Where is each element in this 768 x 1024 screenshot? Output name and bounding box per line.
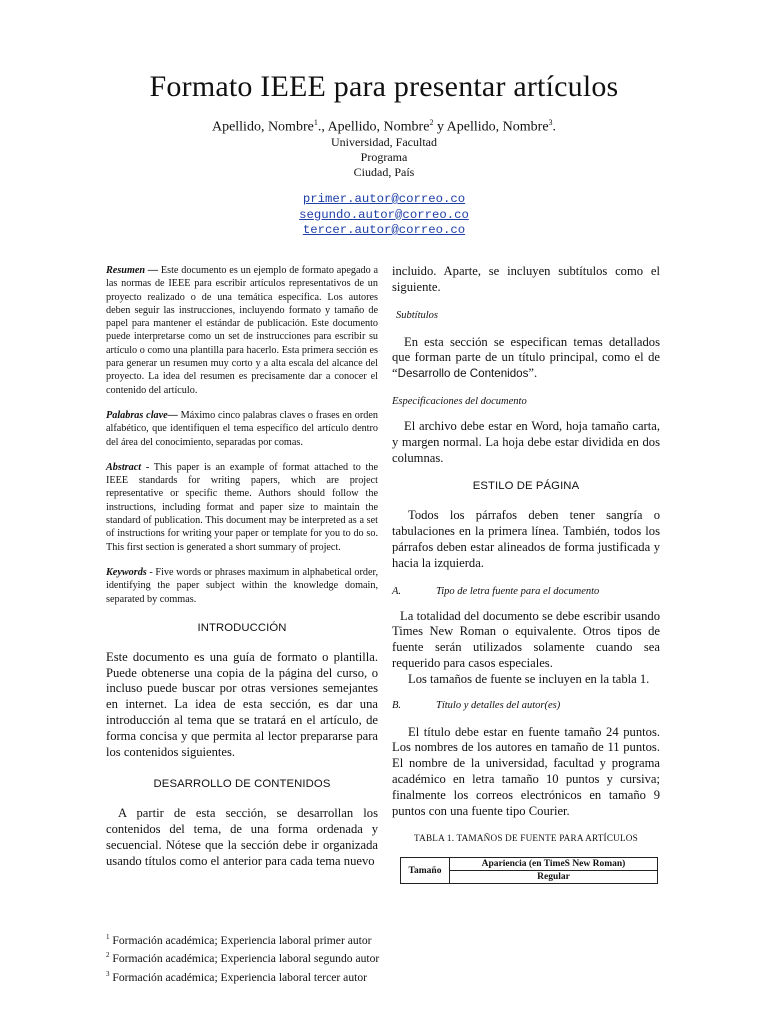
author-sep: ., <box>317 119 328 135</box>
intro-text: Este documento es una guía de formato o plantilla. Puede obtenerse una copia de la página del curso, o incluso puede buscar por otras versiones semejantes en internet. La idea de esta sección, es dar una introducción al tema que se tratará en el artículo, de forma concisa y que permita al lector prepararse para los contenidos siguientes. <box>106 649 378 759</box>
right-column <box>392 264 660 884</box>
table-row <box>401 858 658 871</box>
section-b-text: El título debe estar en fuente tamaño 24 puntos. Los nombres de los autores en tamaño de 11 puntos. El nombre de la universidad, facultad y programa académico en letra tamaño 10 puntos y cursiva; finalmente los correos electrónicos en tamaño 9 puntos con una fuente tipo Courier. <box>392 724 660 818</box>
table-header-size: Tamaño <box>401 858 450 884</box>
footnote-number: 2 <box>106 951 110 960</box>
resumen-paragraph <box>106 264 378 397</box>
author-2-mark: 2 <box>429 118 434 127</box>
estilo-heading: ESTILO DE PÁGINA <box>472 480 580 493</box>
keywords-label: Keywords <box>106 566 147 578</box>
section-a-heading <box>392 586 660 597</box>
footnote-item <box>106 967 379 985</box>
affiliation-program: Programa <box>360 150 408 164</box>
section-a-text: La totalidad del documento se debe escribir usando Times New Roman o equivalente. Otros tipos de fuente serán utilizados solamente cuando sea requerido para casos especiales. <box>392 608 660 670</box>
footnote-number: 1 <box>106 933 110 941</box>
footnote-text: Formación académica; Experiencia laboral primer autor <box>109 933 372 947</box>
keywords-paragraph <box>106 566 378 606</box>
keywords-text: - Five words or phrases maximum in alphabetical order, identifying the paper subject within the knowledge domain, separated by commas. <box>106 566 378 605</box>
email-link[interactable]: segundo.autor@correo.co <box>299 207 469 222</box>
affiliation-university: Universidad, Facultad <box>331 135 437 149</box>
palabras-label: Palabras clave— <box>106 409 178 421</box>
resumen-label: Resumen — <box>106 265 159 276</box>
abstract-text: This paper is an example of format attached to the IEEE standards for writing papers, which are project representative or specific theme. Authors should follow the instructions, including format and paper size to maintain the standard of publication. This document may be interpreted as a set of instructions for writing your paper or template for you to do so. This first section is generated a short summary of project. <box>106 461 378 553</box>
email-link[interactable]: primer.autor@correo.co <box>302 192 466 206</box>
subtitulos-text: En esta sección se especifican temas detallados que forman parte de un título principal, como el de “ <box>392 334 660 381</box>
abstract-paragraph <box>106 461 378 554</box>
footnote-text: Formación académica; Experiencia laboral tercer autor <box>109 970 368 984</box>
intro-heading: INTRODUCCIÓN <box>197 621 287 634</box>
estilo-text: Todos los párrafos deben tener sangría o tabulaciones en la primera línea. También, todos los párrafos deben estar alineados de forma justificada y hacia la izquierda. <box>392 508 660 570</box>
footnote-item <box>106 948 379 966</box>
table-subheader-regular: Regular <box>450 871 658 884</box>
palabras-text: Máximo cinco palabras claves o frases en orden alfabético, que identifiquen el tema específico del artículo dentro del área del conocimiento, separadas por comas. <box>106 409 378 448</box>
email-block <box>0 192 768 239</box>
subtitulos-heading: Subtítulos <box>396 309 439 321</box>
author-end: . <box>552 119 557 135</box>
author-3-mark: 3 <box>548 118 553 127</box>
section-b-title: Título y detalles del autor(es) <box>436 699 561 711</box>
abstract-label: Abstract - <box>106 461 150 473</box>
table-title: TABLA 1. TAMAÑOS DE FUENTE PARA ARTÍCULOS <box>414 833 638 844</box>
author-3: Apellido, Nombre <box>446 119 549 135</box>
authors-line <box>0 118 768 136</box>
palabras-paragraph <box>106 409 378 449</box>
font-size-table <box>400 857 658 884</box>
footnote-item <box>106 930 379 948</box>
author-sep: y <box>433 119 447 135</box>
affiliation-block <box>0 135 768 180</box>
section-a-title: Tipo de letra fuente para el documento <box>436 585 600 597</box>
section-a-label: A. <box>392 585 402 597</box>
section-b-heading <box>392 700 660 711</box>
author-1: Apellido, Nombre <box>211 119 314 135</box>
email-link[interactable]: tercer.autor@correo.co <box>302 223 466 237</box>
footnote-number: 3 <box>106 969 110 978</box>
section-a-text-2: Los tamaños de fuente se incluyen en la tabla 1. <box>408 671 650 686</box>
subtitulos-end: ”. <box>528 366 538 381</box>
table-header-appearance: Apariencia (en TimeS New Roman) <box>450 858 658 871</box>
author-1-mark: 1 <box>313 118 318 127</box>
especificaciones-heading: Especificaciones del documento <box>392 395 527 407</box>
page-title: Formato IEEE para presentar artículos <box>149 70 619 103</box>
section-b-label: B. <box>392 699 402 711</box>
especificaciones-text: El archivo debe estar en Word, hoja tamaño carta, y margen normal. La hoja debe estar dividida en dos columnas. <box>392 418 660 465</box>
subtitulos-paragraph <box>392 335 660 382</box>
affiliation-city: Ciudad, País <box>353 165 415 179</box>
right-cont-text: incluido. Aparte, se incluyen subtítulos como el siguiente. <box>392 264 660 294</box>
footnotes <box>106 930 379 985</box>
subtitulos-quote: Desarrollo de Contenidos <box>397 367 529 381</box>
desarrollo-text: A partir de esta sección, se desarrollan los contenidos del tema, de una forma ordenada y secuencial. Nótese que la sección debe ir organizada usando títulos como el anterior para cada tema nuevo <box>106 806 378 868</box>
resumen-text: Este documento es un ejemplo de formato apegado a las normas de IEEE para escribir artículos representativos de un proyecto realizado o de una temática específica. Los autores deben seguir las instrucciones, incluyendo formato y tamaño de papel para mantener el estándar de publicación. Este documento puede interpretarse como un set de instrucciones para escribir su artículo o como una plantilla para hacerlo. Esta primera sección es para generar un resumen muy corto y a alta escala del alcance del proyecto. La idea del resumen es precisamente dar a conocer el contenido del artículo. <box>106 265 378 396</box>
desarrollo-heading: DESARROLLO DE CONTENIDOS <box>153 778 331 791</box>
left-column <box>106 264 378 870</box>
footnote-text: Formación académica; Experiencia laboral segundo autor <box>109 952 380 966</box>
author-2: Apellido, Nombre <box>327 119 430 135</box>
